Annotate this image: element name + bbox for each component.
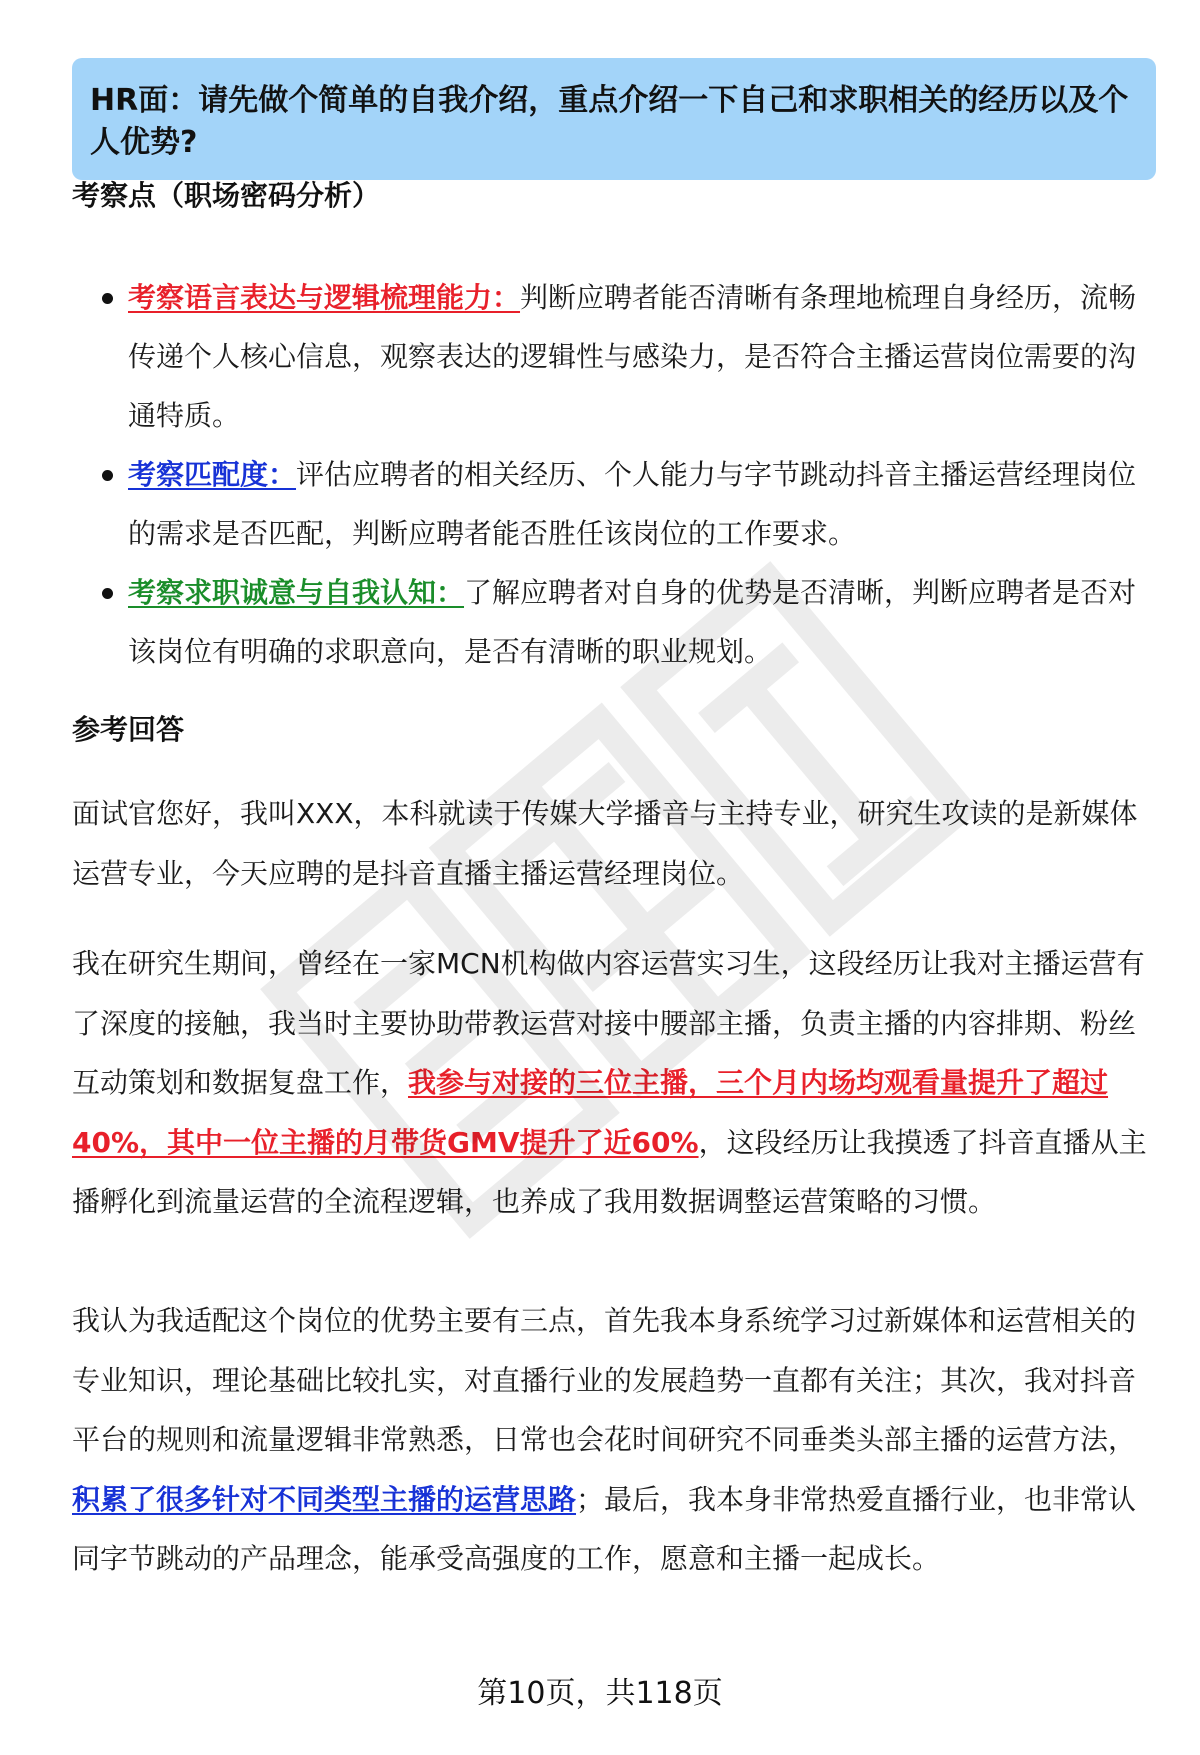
answer-paragraph-1: 面试官您好，我叫XXX，本科就读于传媒大学播音与主持专业，研究生攻读的是新媒体运营专业，今天应聘的是抖音直播主播运营经理岗位。: [72, 797, 1138, 890]
page-footer: 第10页，共118页: [477, 1676, 723, 1711]
question-text: HR面：请先做个简单的自我介绍，重点介绍一下自己和求职相关的经历以及个人优势?: [90, 83, 1129, 160]
para3-text-after: ；最后，我本身非常热爱直播行业，也非常认同字节跳动的产品理念，能承受高强度的工作，愿意和主播一起成长。: [72, 1482, 1137, 1575]
answer-paragraph-3: [72, 1291, 1162, 1589]
assessment-list: [72, 268, 1162, 681]
bullet-icon: [102, 588, 113, 599]
assessment-heading: 考察点（职场密码分析）: [72, 179, 381, 212]
para2-text-before: 我在研究生期间，曾经在一家MCN机构做内容运营实习生，这段经历让我对主播运营有了深度的接触，我当时主要协助带教运营对接中腰部主播，负责主播的内容排期、粉丝互动策划和数据复盘工作，: [72, 947, 1145, 1099]
para3-text-before: 我认为我适配这个岗位的优势主要有三点，首先我本身系统学习过新媒体和运营相关的专业知识，理论基础比较扎实，对直播行业的发展趋势一直都有关注；其次，我对抖音平台的规则和流量逻辑非常熟悉，日常也会花时间研究不同垂类头部主播的运营方法，: [72, 1304, 1137, 1456]
assessment-item: [72, 445, 1162, 563]
question-box: [72, 58, 1156, 180]
para2-highlight: 我参与对接的三位主播，三个月内场均观看量提升了超过40%，其中一位主播的月带货GMV提升了近60%: [72, 1066, 1109, 1159]
bullet-icon: [102, 293, 113, 304]
assessment-keyword: 考察语言表达与逻辑梳理能力：: [128, 281, 521, 314]
assessment-item: [72, 268, 1162, 445]
assessment-keyword: 考察求职诚意与自我认知：: [128, 576, 465, 609]
answer-heading: 参考回答: [72, 713, 185, 746]
answer-paragraph-2: [72, 934, 1162, 1232]
assessment-text: 评估应聘者的相关经历、个人能力与字节跳动抖音主播运营经理岗位的需求是否匹配，判断应聘者能否胜任该岗位的工作要求。: [128, 458, 1137, 550]
para2-text-after: ，这段经历让我摸透了抖音直播从主播孵化到流量运营的全流程逻辑，也养成了我用数据调整运营策略的习惯。: [72, 1125, 1147, 1218]
para3-highlight: 积累了很多针对不同类型主播的运营思路: [72, 1482, 577, 1516]
assessment-text: 了解应聘者对自身的优势是否清晰，判断应聘者是否对该岗位有明确的求职意向，是否有清晰的职业规划。: [128, 576, 1137, 668]
assessment-keyword: 考察匹配度：: [128, 458, 297, 491]
assessment-item: [72, 563, 1162, 681]
assessment-text: 判断应聘者能否清晰有条理地梳理自身经历，流畅传递个人核心信息，观察表达的逻辑性与感染力，是否符合主播运营岗位需要的沟通特质。: [128, 281, 1137, 432]
bullet-icon: [102, 470, 113, 481]
